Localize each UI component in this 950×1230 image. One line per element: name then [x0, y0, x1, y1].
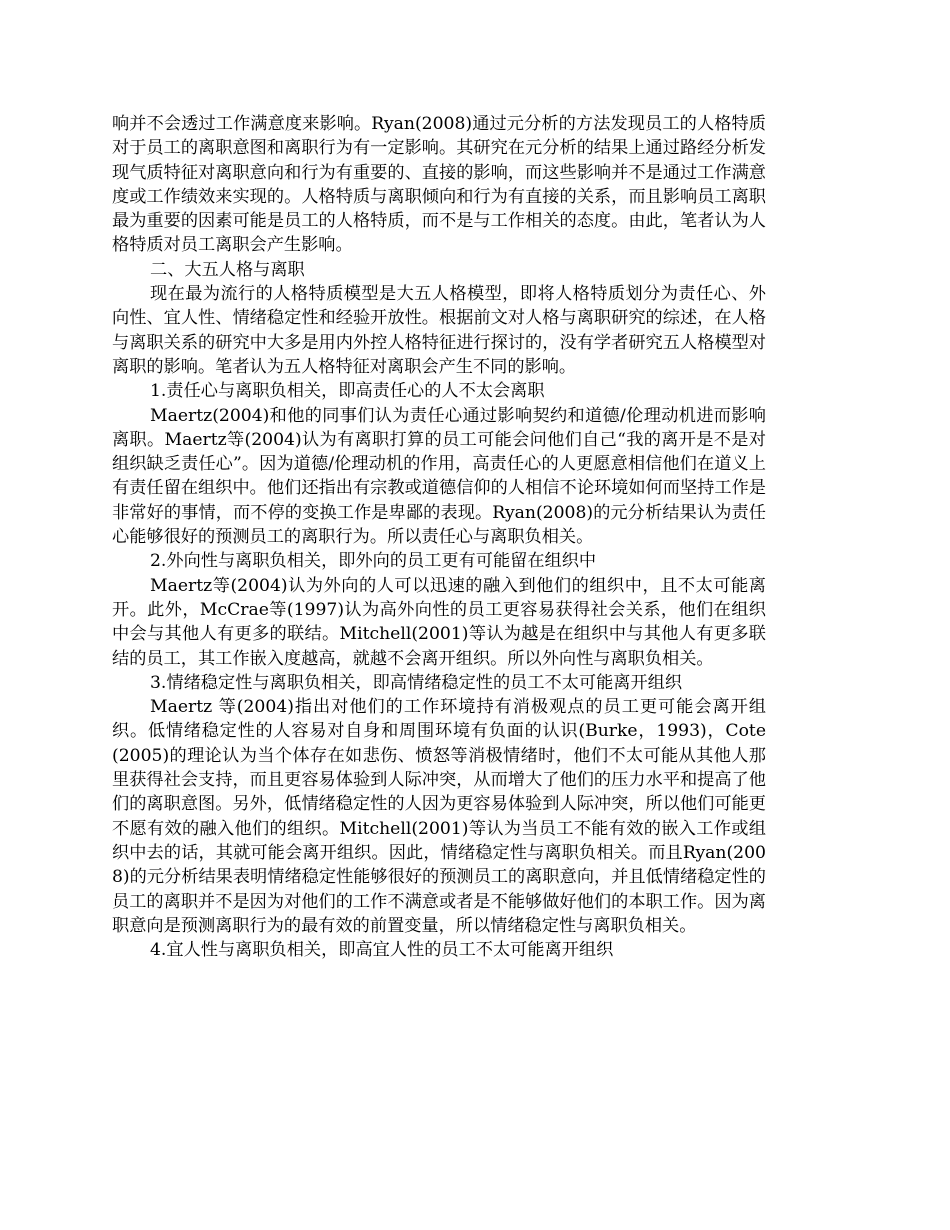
- paragraph-ryan-2008-summary: 响并不会透过工作满意度来影响。Ryan(2008)通过元分析的方法发现员工的人格特质对于员工的离职意图和离职行为有一定影响。其研究在元分析的结果上通过路经分析发现气质特征对离职意向和行为有重要的、直接的影响，而这些影响并不是通过工作满意度或工作绩效来实现的。人格特质与离职倾向和行为有直接的关系，而且影响员工离职最为重要的因素可能是员工的人格特质，而不是与工作相关的态度。由此，笔者认为人格特质对员工离职会产生影响。: [112, 114, 766, 256]
- paragraph-emotional-stability: Maertz 等(2004)指出对他们的工作环境持有消极观点的员工更可能会离开组织。低情绪稳定性的人容易对自身和周围环境有负面的认识(Burke，1993)，Cote (2005)的理论认为当个体存在如悲伤、愤怒等消极情绪时，他们不太可能从其他人那里获得社会支持，而且更容易体验到人际冲突，从而增大了他们的压力水平和提高了他们的离职意图。另外，低情绪稳定性的人因为更容易体验到人际冲突，所以他们可能更不愿有效的融入他们的组织。Mitchell(2001)等认为当员工不能有效的嵌入工作或组织中去的话，其就可能会离开组织。因此，情绪稳定性与离职负相关。而且Ryan(2008)的元分析结果表明情绪稳定性能够很好的预测员工的离职意向，并且低情绪稳定性的员工的离职并不是因为对他们的工作不满意或者是不能够做好他们的本职工作。因为离职意向是预测离职行为的最有效的前置变量，所以情绪稳定性与离职负相关。: [112, 697, 766, 936]
- paragraph-big-five-intro: 现在最为流行的人格特质模型是大五人格模型，即将人格特质划分为责任心、外向性、宜人性、情绪稳定性和经验开放性。根据前文对人格与离职研究的综述，在人格与离职关系的研究中大多是用内外控人格特征进行探讨的，没有学者研究五人格模型对离职的影响。笔者认为五人格特征对离职会产生不同的影响。: [112, 284, 766, 377]
- subheading-agreeableness: 4.宜人性与离职负相关，即高宜人性的员工不太可能离开组织: [150, 940, 614, 961]
- subheading-emotional-stability: 3.情绪稳定性与离职负相关，即高情绪稳定性的员工不太可能离开组织: [150, 672, 683, 693]
- paragraph-extraversion: Maertz等(2004)认为外向的人可以迅速的融入到他们的组织中，且不太可能离开。此外，McCrae等(1997)认为高外向性的员工更容易获得社会关系，他们在组织中会与其他人有更多的联结。Mitchell(2001)等认为越是在组织中与其他人有更多联结的员工，其工作嵌入度越高，就越不会离开组织。所以外向性与离职负相关。: [112, 575, 766, 669]
- subheading-conscientiousness: 1.责任心与离职负相关，即高责任心的人不太会离职: [150, 381, 545, 402]
- subheading-extraversion: 2.外向性与离职负相关，即外向的员工更有可能留在组织中: [150, 551, 597, 572]
- paragraph-conscientiousness: Maertz(2004)和他的同事们认为责任心通过影响契约和道德/伦理动机进而影响离职。Maertz等(2004)认为有离职打算的员工可能会问他们自己“我的离开是不是对组织缺乏责任心”。因为道德/伦理动机的作用，高责任心的人更愿意相信他们在道义上有责任留在组织中。他们还指出有宗教或道德信仰的人相信不论环境如何而坚持工作是非常好的事情，而不停的变换工作是卑鄙的表现。Ryan(2008)的元分析结果认为责任心能够很好的预测员工的离职行为。所以责任心与离职负相关。: [112, 405, 767, 548]
- document-body: [112, 112, 766, 962]
- section-heading-big-five: 二、大五人格与离职: [150, 259, 305, 280]
